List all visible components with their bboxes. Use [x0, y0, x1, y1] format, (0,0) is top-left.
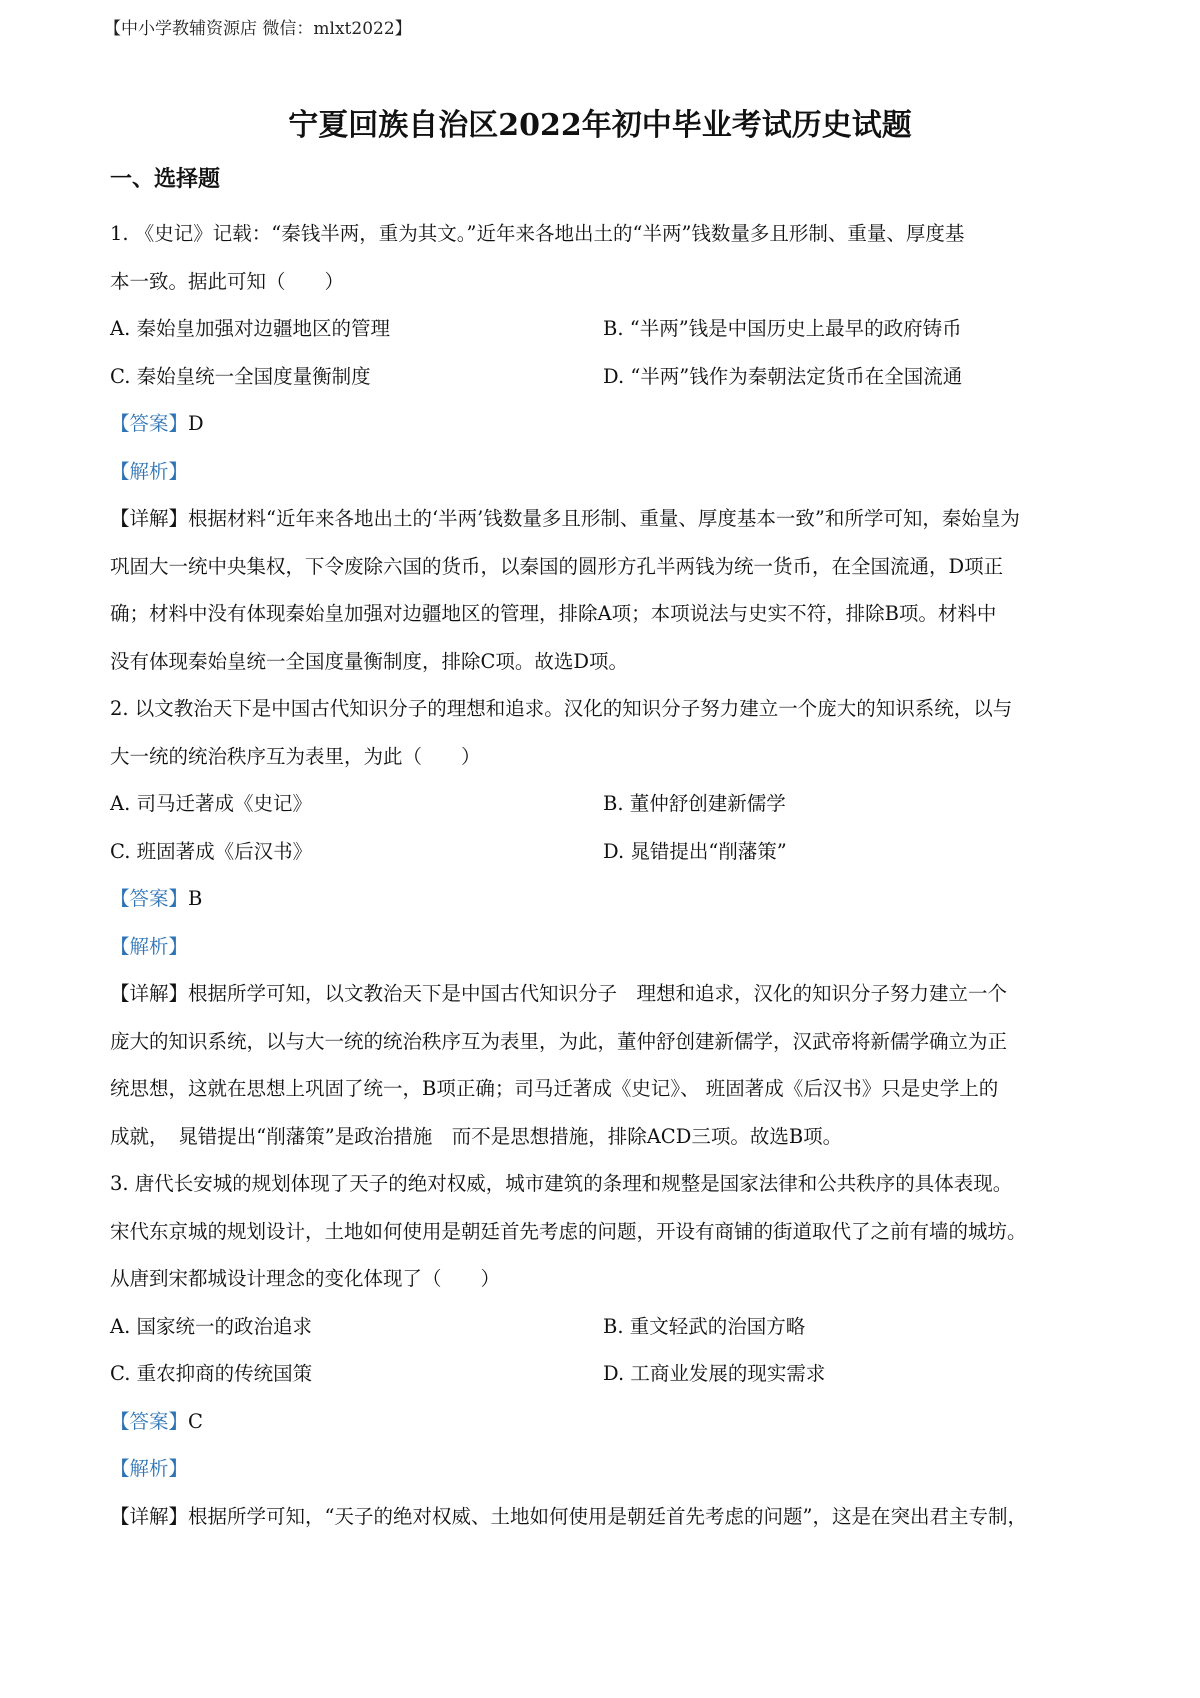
q1-answer-value: D — [188, 412, 204, 435]
q3-stem-line-1: 3. 唐代长安城的规划体现了天子的绝对权威，城市建筑的条理和规整是国家法律和公共秩序的具体表现。 — [110, 1172, 1013, 1195]
q1-answer — [110, 400, 1112, 448]
q2-detail-line-4: 成就， 晁错提出“削藩策”是政治措施 而不是思想措施，排除ACD三项。故选B项。 — [110, 1124, 843, 1148]
q1-option-b: B. “半两”钱是中国历史上最早的政府铸币 — [603, 317, 962, 340]
q1-option-d: D. “半两”钱作为秦朝法定货币在全国流通 — [603, 364, 963, 388]
q1-option-c: C. 秦始皇统一全国度量衡制度 — [110, 364, 371, 388]
q1-options-row-2 — [110, 353, 1112, 401]
q2-detail-line-1 — [110, 970, 1112, 1018]
q1-detail-line-3: 确；材料中没有体现秦始皇加强对边疆地区的管理，排除A项；本项说法与史实不符，排除B项。材料中 — [110, 602, 997, 625]
page-title: 宁夏回族自治区2022年初中毕业考试历史试题 — [288, 108, 912, 143]
q2-stem-line-1: 2. 以文教治天下是中国古代知识分子的理想和追求。汉化的知识分子努力建立一个庞大的知识系统，以与 — [110, 697, 1013, 720]
answer-label: 【答案】 — [110, 887, 189, 910]
document-body — [110, 210, 1112, 1540]
q3-option-b: B. 重文轻武的治国方略 — [603, 1314, 806, 1338]
q3-option-d: D. 工商业发展的现实需求 — [603, 1362, 826, 1385]
q2-answer-value: B — [188, 887, 203, 910]
q3-option-c: C. 重农抑商的传统国策 — [110, 1362, 313, 1385]
answer-label: 【答案】 — [110, 412, 189, 435]
q3-stem-line-3: 从唐到宋都城设计理念的变化体现了（ ） — [110, 1267, 501, 1290]
detail-label: 【详解】 — [110, 507, 189, 530]
q2-option-b: B. 董仲舒创建新儒学 — [603, 792, 786, 815]
q2-analysis — [110, 923, 1112, 971]
q1-options-row-1 — [110, 305, 1112, 353]
q1-detail-line-2: 巩固大一统中央集权，下令废除六国的货币，以秦国的圆形方孔半两钱为统一货币，在全国流通，D项正 — [110, 554, 1004, 578]
q2-detail-line-2: 庞大的知识系统，以与大一统的统治秩序互为表里，为此，董仲舒创建新儒学，汉武帝将新儒学确立为正 — [110, 1029, 1008, 1053]
q1-detail-line-4: 没有体现秦始皇统一全国度量衡制度，排除C项。故选D项。 — [110, 649, 629, 673]
analysis-label: 【解析】 — [110, 459, 189, 483]
q3-answer-value: C — [188, 1409, 203, 1433]
q2-answer — [110, 875, 1112, 923]
q1-detail-text: 根据材料“近年来各地出土的‘半两’钱数量多且形制、重量、厚度基本一致”和所学可知，秦始皇为 — [188, 507, 1020, 530]
q2-options-row-2 — [110, 828, 1112, 876]
q2-options-row-1 — [110, 780, 1112, 828]
q3-analysis — [110, 1445, 1112, 1493]
section-title: 一、选择题 — [110, 166, 221, 192]
q3-option-a: A. 国家统一的政治追求 — [110, 1314, 312, 1338]
q2-detail-text: 根据所学可知，以文教治天下是中国古代知识分子 理想和追求，汉化的知识分子努力建立一个 — [188, 982, 1008, 1005]
q2-option-a: A. 司马迁著成《史记》 — [110, 792, 312, 815]
q2-option-d: D. 晁错提出“削藩策” — [603, 839, 787, 863]
analysis-label: 【解析】 — [110, 1457, 189, 1480]
q3-detail-line-1 — [110, 1493, 1112, 1541]
q3-options-row-2 — [110, 1350, 1112, 1398]
q2-stem-line-2: 大一统的统治秩序互为表里，为此（ ） — [110, 744, 481, 768]
q3-options-row-1 — [110, 1303, 1112, 1351]
q1-detail-line-1 — [110, 495, 1112, 543]
q2-detail-line-3: 统思想，这就在思想上巩固了统一，B项正确；司马迁著成《史记》、 班固著成《后汉书》只是史学上的 — [110, 1077, 999, 1100]
q2-option-c: C. 班固著成《后汉书》 — [110, 839, 313, 863]
q1-analysis — [110, 448, 1112, 496]
q3-detail-text: 根据所学可知，“天子的绝对权威、土地如何使用是朝廷首先考虑的问题”，这是在突出君主专制， — [188, 1504, 1027, 1528]
q3-stem-line-2: 宋代东京城的规划设计，土地如何使用是朝廷首先考虑的问题，开设有商铺的街道取代了之前有墙的城坊。 — [110, 1219, 1027, 1243]
q3-answer — [110, 1398, 1112, 1446]
detail-label: 【详解】 — [110, 1504, 189, 1528]
analysis-label: 【解析】 — [110, 934, 189, 958]
header-note: 【中小学教辅资源店 微信：mlxt2022】 — [104, 19, 412, 39]
detail-label: 【详解】 — [110, 982, 189, 1005]
answer-label: 【答案】 — [110, 1409, 189, 1433]
q1-option-a: A. 秦始皇加强对边疆地区的管理 — [110, 317, 390, 340]
q1-stem-line-1: 1. 《史记》记载：“秦钱半两，重为其文。”近年来各地出土的“半两”钱数量多且形制、重量、厚度基 — [110, 222, 965, 245]
q1-stem-line-2: 本一致。据此可知（ ） — [110, 269, 345, 293]
